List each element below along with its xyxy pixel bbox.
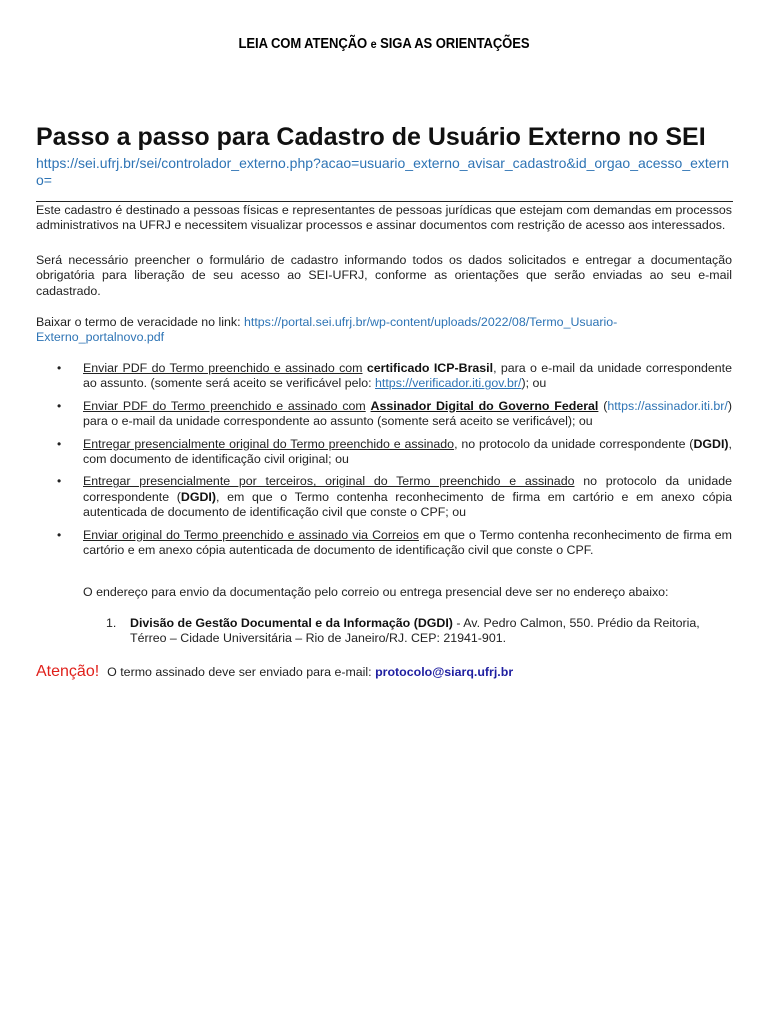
download-paragraph	[36, 315, 732, 346]
download-label: Baixar o termo de veracidade no link:	[36, 315, 244, 329]
option-text: no protocolo da unidade correspondente (	[83, 474, 732, 504]
address-bold: Divisão de Gestão Documental e da Informação (DGDI)	[130, 616, 453, 630]
bullet-glyph: •	[57, 361, 62, 375]
option-underlined: Entregar presencialmente original do Termo preenchido e assinado	[83, 436, 455, 451]
bullet-glyph: •	[57, 436, 62, 451]
notice-small: e	[370, 37, 377, 51]
list-item	[36, 399, 732, 430]
option-underlined: Entregar presencialmente por terceiros, original do Termo preenchido e assinado	[83, 474, 575, 489]
attention-text: O termo assinado deve ser enviado para e-mail:	[107, 665, 376, 679]
page-title: Passo a passo para Cadastro de Usuário Externo no SEI	[36, 123, 706, 151]
term-download-link[interactable]: https://portal.sei.ufrj.br/wp-content/uploads/2022/08/Termo_Usuario-Externo_portalnovo.pdf	[36, 315, 618, 345]
attention-line	[36, 663, 736, 681]
attention-word: Atenção!	[36, 663, 100, 680]
notice-part2: SIGA AS ORIENTAÇÕES	[376, 36, 530, 52]
address-intro: O endereço para envio da documentação pelo correio ou entrega presencial deve ser no endereço abaixo:	[83, 585, 669, 599]
assinador-link[interactable]: https://assinador.iti.br/	[607, 398, 728, 413]
option-text: , para o e-mail da unidade correspondente ao assunto. (somente será aceito se verificável pelo:	[83, 361, 732, 391]
list-item	[36, 528, 732, 559]
list-item	[36, 474, 732, 520]
option-bold: DGDI)	[693, 436, 729, 451]
address-number: 1.	[106, 616, 117, 630]
address-body	[106, 616, 706, 647]
intro-paragraph: Este cadastro é destinado a pessoas físicas e representantes de pessoas jurídicas que estejam com demandas em processos administrativos na UFRJ e necessitem visualizar processos e assinar documentos com restrição de acesso aos interessados.	[36, 203, 732, 233]
divider	[36, 201, 733, 202]
option-text-end: , em que o Termo contenha reconhecimento de firma em cartório e em anexo cópia autenticada de documento de identificação civil que conste o CPF; ou	[83, 489, 732, 520]
option-text-end: ) para o e-mail da unidade correspondente ao assunto (somente será aceito se verificável); ou	[83, 398, 732, 429]
list-item	[36, 361, 732, 392]
registration-url-link[interactable]: https://sei.ufrj.br/sei/controlador_externo.php?acao=usuario_externo_avisar_cadastro&id_orgao_acesso_externo=	[36, 155, 730, 188]
option-text: em que o Termo contenha reconhecimento de firma em cartório e em anexo cópia autenticada de documento de identificação civil que conste o CPF.	[83, 527, 732, 558]
option-underlined: Enviar PDF do Termo preenchido e assinado com	[83, 398, 366, 413]
address-item	[106, 616, 706, 647]
submission-options-list	[36, 361, 732, 565]
option-text-end: ); ou	[521, 376, 547, 391]
bullet-glyph: •	[57, 398, 62, 413]
option-underlined: Enviar original do Termo preenchido e assinado via Correios	[83, 527, 419, 542]
option-bold: DGDI)	[180, 489, 216, 504]
top-notice	[38, 36, 729, 52]
verificador-link[interactable]: https://verificador.iti.gov.br/	[375, 376, 522, 391]
address-text: - Av. Pedro Calmon, 550. Prédio da Reitoria, Térreo – Cidade Universitária – Rio de Janeiro/RJ. CEP: 21941-901.	[130, 616, 700, 646]
bullet-glyph: •	[57, 527, 62, 542]
protocol-email-link[interactable]: protocolo@siarq.ufrj.br	[375, 665, 514, 679]
instructions-paragraph: Será necessário preencher o formulário de cadastro informando todos os dados solicitados e entregar a documentação obrigatória para liberação de seu acesso ao SEI-UFRJ, conforme as orientações que serão enviadas ao seu e-mail cadastrado.	[36, 253, 732, 298]
option-text: (	[598, 398, 608, 413]
bullet-glyph: •	[57, 474, 62, 489]
option-text-end: , com documento de identificação civil original; ou	[83, 436, 732, 467]
option-bold: Assinador Digital do Governo Federal	[370, 398, 599, 413]
option-text: , no protocolo da unidade correspondente (	[454, 436, 694, 451]
option-bold: certificado ICP-Brasil	[366, 361, 494, 375]
option-underlined: Enviar PDF do Termo preenchido e assinado com	[83, 361, 363, 375]
notice-part1: LEIA COM ATENÇÃO	[238, 36, 371, 52]
list-item	[36, 437, 732, 468]
